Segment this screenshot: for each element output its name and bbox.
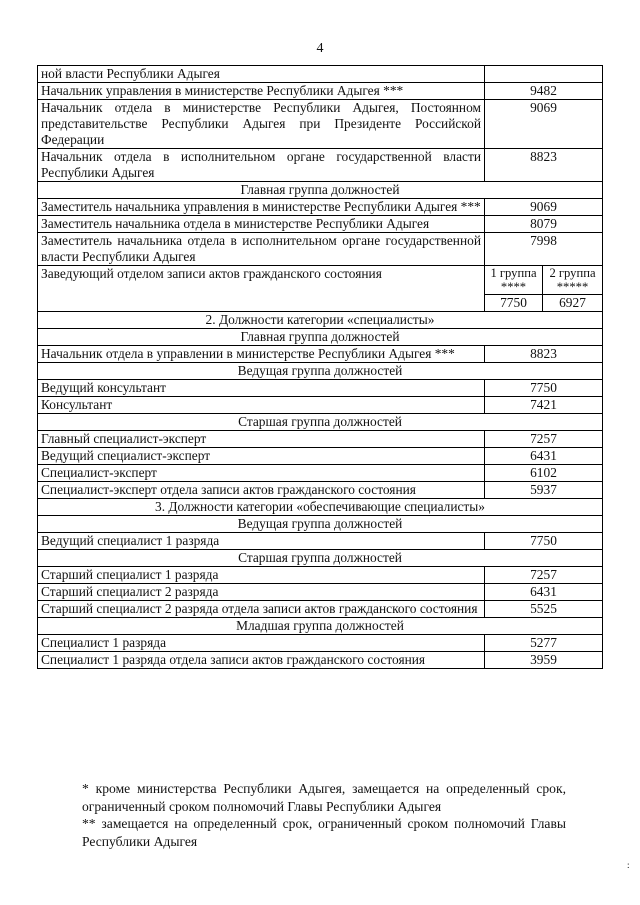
- position-name: Ведущий специалист 1 разряда: [38, 533, 485, 550]
- group-heading-row: [38, 550, 603, 567]
- group2-label: 2 группа: [549, 266, 596, 280]
- group2-value: 6927: [543, 295, 603, 312]
- salary-value: 7998: [485, 233, 603, 266]
- salary-value: [485, 66, 603, 83]
- position-name: Старший специалист 2 разряда: [38, 584, 485, 601]
- table-row: [38, 100, 603, 149]
- salary-value: 6102: [485, 465, 603, 482]
- group1-value: 7750: [485, 295, 543, 312]
- footnotes: [82, 780, 566, 850]
- salary-value: 9069: [485, 100, 603, 149]
- table-row: [38, 266, 603, 295]
- footnote-2: ** замещается на определенный срок, ограниченный сроком полномочий Главы Республики Адыгея: [82, 816, 566, 849]
- salary-value: 7750: [485, 380, 603, 397]
- group-heading: Старшая группа должностей: [38, 550, 603, 567]
- table-row: [38, 397, 603, 414]
- salary-value: 5525: [485, 601, 603, 618]
- group-heading-row: [38, 618, 603, 635]
- group-heading-row: [38, 363, 603, 380]
- position-name: Специалист-эксперт отдела записи актов гражданского состояния: [38, 482, 485, 499]
- position-name: Заместитель начальника управления в министерстве Республики Адыгея ***: [38, 199, 485, 216]
- position-name: Ведущий консультант: [38, 380, 485, 397]
- table-row: [38, 448, 603, 465]
- table-row: [38, 465, 603, 482]
- group-heading-row: [38, 516, 603, 533]
- position-name: Начальник управления в министерстве Республики Адыгея ***: [38, 83, 485, 100]
- group-heading: Ведущая группа должностей: [38, 363, 603, 380]
- category-heading: 3. Должности категории «обеспечивающие специалисты»: [38, 499, 603, 516]
- table-row: [38, 149, 603, 182]
- position-name: Специалист-эксперт: [38, 465, 485, 482]
- group-heading: Младшая группа должностей: [38, 618, 603, 635]
- table-row: [38, 431, 603, 448]
- table-row: [38, 346, 603, 363]
- table-row: [38, 584, 603, 601]
- group-heading: Главная группа должностей: [38, 329, 603, 346]
- salary-table: [37, 65, 603, 669]
- salary-value: 8079: [485, 216, 603, 233]
- group-heading: Старшая группа должностей: [38, 414, 603, 431]
- position-name: Старший специалист 2 разряда отдела записи актов гражданского состояния: [38, 601, 485, 618]
- salary-value: 5277: [485, 635, 603, 652]
- group1-header: [485, 266, 543, 295]
- table-row: [38, 233, 603, 266]
- category-heading-row: [38, 312, 603, 329]
- salary-value: 5937: [485, 482, 603, 499]
- table-row: [38, 66, 603, 83]
- salary-value: 3959: [485, 652, 603, 669]
- position-name: ной власти Республики Адыгея: [38, 66, 485, 83]
- position-name: Старший специалист 1 разряда: [38, 567, 485, 584]
- position-name: Начальник отдела в исполнительном органе государственной власти Республики Адыгея: [38, 149, 485, 182]
- table-row: [38, 83, 603, 100]
- salary-value: 6431: [485, 448, 603, 465]
- group-heading-row: [38, 414, 603, 431]
- salary-value: 9482: [485, 83, 603, 100]
- group-heading-row: [38, 182, 603, 199]
- group-heading: Главная группа должностей: [38, 182, 603, 199]
- table-row: [38, 380, 603, 397]
- table-row: [38, 216, 603, 233]
- salary-value: 8823: [485, 346, 603, 363]
- position-name: Главный специалист-эксперт: [38, 431, 485, 448]
- table-row: [38, 567, 603, 584]
- group2-header: [543, 266, 603, 295]
- position-name: Ведущий специалист-эксперт: [38, 448, 485, 465]
- salary-value: 6431: [485, 584, 603, 601]
- position-name: Заместитель начальника отдела в министерстве Республики Адыгея: [38, 216, 485, 233]
- position-name: Начальник отдела в министерстве Республики Адыгея, Постоянном представительстве Республики Адыгея при Президенте Российской Федерации: [38, 100, 485, 149]
- salary-value: 7421: [485, 397, 603, 414]
- salary-value: 7257: [485, 567, 603, 584]
- position-name: Консультант: [38, 397, 485, 414]
- group2-mark: *****: [556, 280, 589, 294]
- position-name: Заместитель начальника отдела в исполнительном органе государственной власти Республики Адыгея: [38, 233, 485, 266]
- group-heading-row: [38, 329, 603, 346]
- group-heading: Ведущая группа должностей: [38, 516, 603, 533]
- table-row: [38, 652, 603, 669]
- edge-mark: :: [627, 860, 630, 870]
- table-row: [38, 533, 603, 550]
- table-row: [38, 635, 603, 652]
- position-name: Специалист 1 разряда отдела записи актов гражданского состояния: [38, 652, 485, 669]
- position-name: Начальник отдела в управлении в министерстве Республики Адыгея ***: [38, 346, 485, 363]
- table-row: [38, 482, 603, 499]
- table-row: [38, 199, 603, 216]
- category-heading-row: [38, 499, 603, 516]
- salary-value: 9069: [485, 199, 603, 216]
- table-row: [38, 601, 603, 618]
- position-name: Заведующий отделом записи актов гражданского состояния: [38, 266, 485, 312]
- page-number: 4: [316, 41, 324, 56]
- category-heading: 2. Должности категории «специалисты»: [38, 312, 603, 329]
- salary-value: 8823: [485, 149, 603, 182]
- salary-value: 7750: [485, 533, 603, 550]
- salary-value: 7257: [485, 431, 603, 448]
- footnote-1: * кроме министерства Республики Адыгея, замещается на определенный срок, ограниченный сроком полномочий Главы Республики Адыгея: [82, 781, 566, 814]
- group1-label: 1 группа: [490, 266, 537, 280]
- position-name: Специалист 1 разряда: [38, 635, 485, 652]
- group1-mark: ****: [500, 280, 527, 294]
